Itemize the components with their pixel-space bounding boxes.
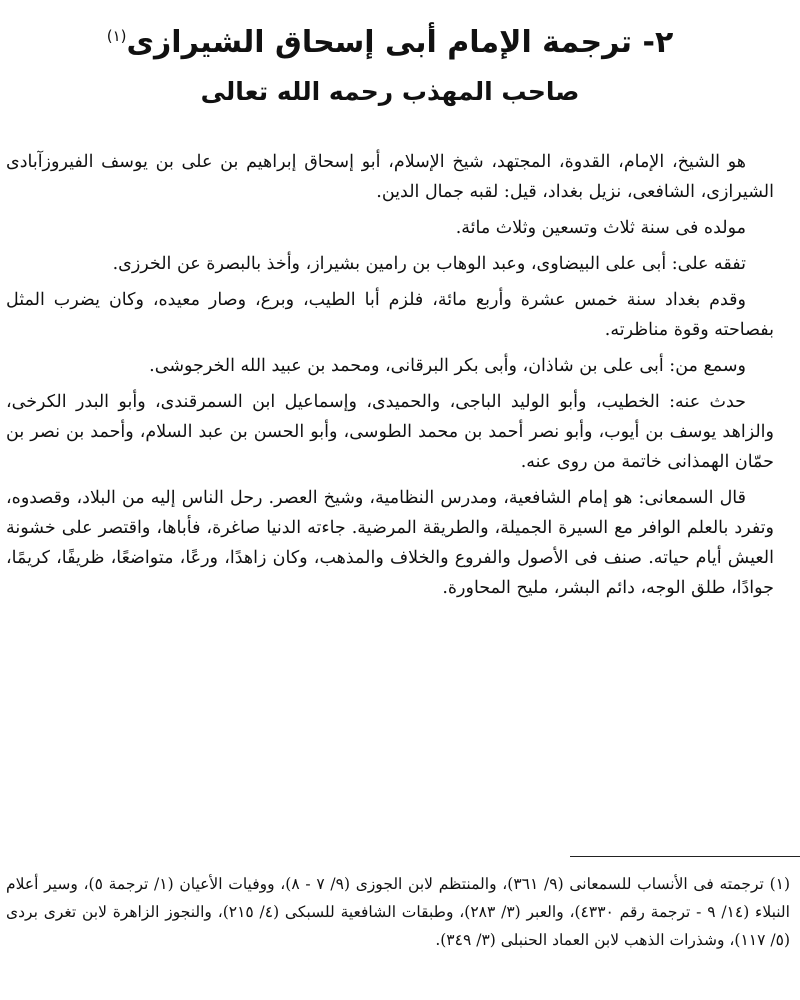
- paragraph-teachers: تفقه على: أبى على البيضاوى، وعبد الوهاب بن رامين بشيراز، وأخذ بالبصرة عن الخرزى.: [112, 253, 746, 274]
- footnote-divider: [570, 856, 800, 857]
- paragraph-birth: مولده فى سنة ثلاث وتسعين وثلاث مائة.: [455, 217, 746, 238]
- chapter-title: [6, 24, 774, 62]
- paragraph-narrators: حدث عنه: الخطيب، وأبو الوليد الباجى، والحميدى، وإسماعيل ابن السمرقندى، وأبو البدر الكرخى، والزاهد يوسف بن أيوب، وأبو نصر أحمد بن محمد الطوسى، وأبو الحسن بن عبد السلام، وأحمد بن نصر بن حمّان الهمذانى خاتمة من روى عنه.: [6, 391, 774, 472]
- footnote-marker: (١): [106, 27, 127, 45]
- paragraph-identity: هو الشيخ، الإمام، القدوة، المجتهد، شيخ الإسلام، أبو إسحاق إبراهيم بن على بن يوسف الفيروزآبادى الشيرازى، الشافعى، نزيل بغداد، قيل: لقبه جمال الدين.: [6, 151, 774, 202]
- paragraph-samani: قال السمعانى: هو إمام الشافعية، ومدرس النظامية، وشيخ العصر. رحل الناس إليه من البلاد، وقصدوه، وتفرد بالعلم الوافر مع السيرة الجميلة، والطريقة المرضية. جاءته الدنيا صاغرة، فأباها، واقتصر على خشونة العيش أيام حياته. صنف فى الأصول والفروع والخلاف والمذهب، وكان زاهدًا، ورعًا، متواضعًا، ظريفًا، كريمًا، جوادًا، طلق الوجه، دائم البشر، مليح المحاورة.: [6, 487, 774, 598]
- chapter-subtitle: صاحب المهذب رحمه الله تعالى: [200, 76, 580, 106]
- chapter-title-text: ٢- ترجمة الإمام أبى إسحاق الشيرازى: [126, 25, 674, 60]
- biography-text: [6, 147, 774, 603]
- footnote-text: (١) ترجمته فى الأنساب للسمعانى (٩/ ٣٦١)، والمنتظم لابن الجوزى (٩/ ٧ - ٨)، ووفيات الأعيان (١/ ترجمة ٥)، وسير أعلام النبلاء (١٤/ ٩ - ترجمة رقم ٤٣٣٠)، والعبر (٣/ ٢٨٣)، وطبقات الشافعية للسبكى (٤/ ٢١٥)، والنجوز الزاهرة لابن تغرى بردى (٥/ ١١٧)، وشذرات الذهب لابن العماد الحنبلى (٣/ ٣٤٩).: [6, 875, 791, 949]
- paragraph-baghdad: وقدم بغداد سنة خمس عشرة وأربع مائة، فلزم أبا الطيب، وبرع، وصار معيده، وكان يضرب المثل بفصاحته وقوة مناظرته.: [6, 289, 774, 340]
- paragraph-heard-from: وسمع من: أبى على بن شاذان، وأبى بكر البرقانى، ومحمد بن عبيد الله الخرجوشى.: [149, 355, 746, 376]
